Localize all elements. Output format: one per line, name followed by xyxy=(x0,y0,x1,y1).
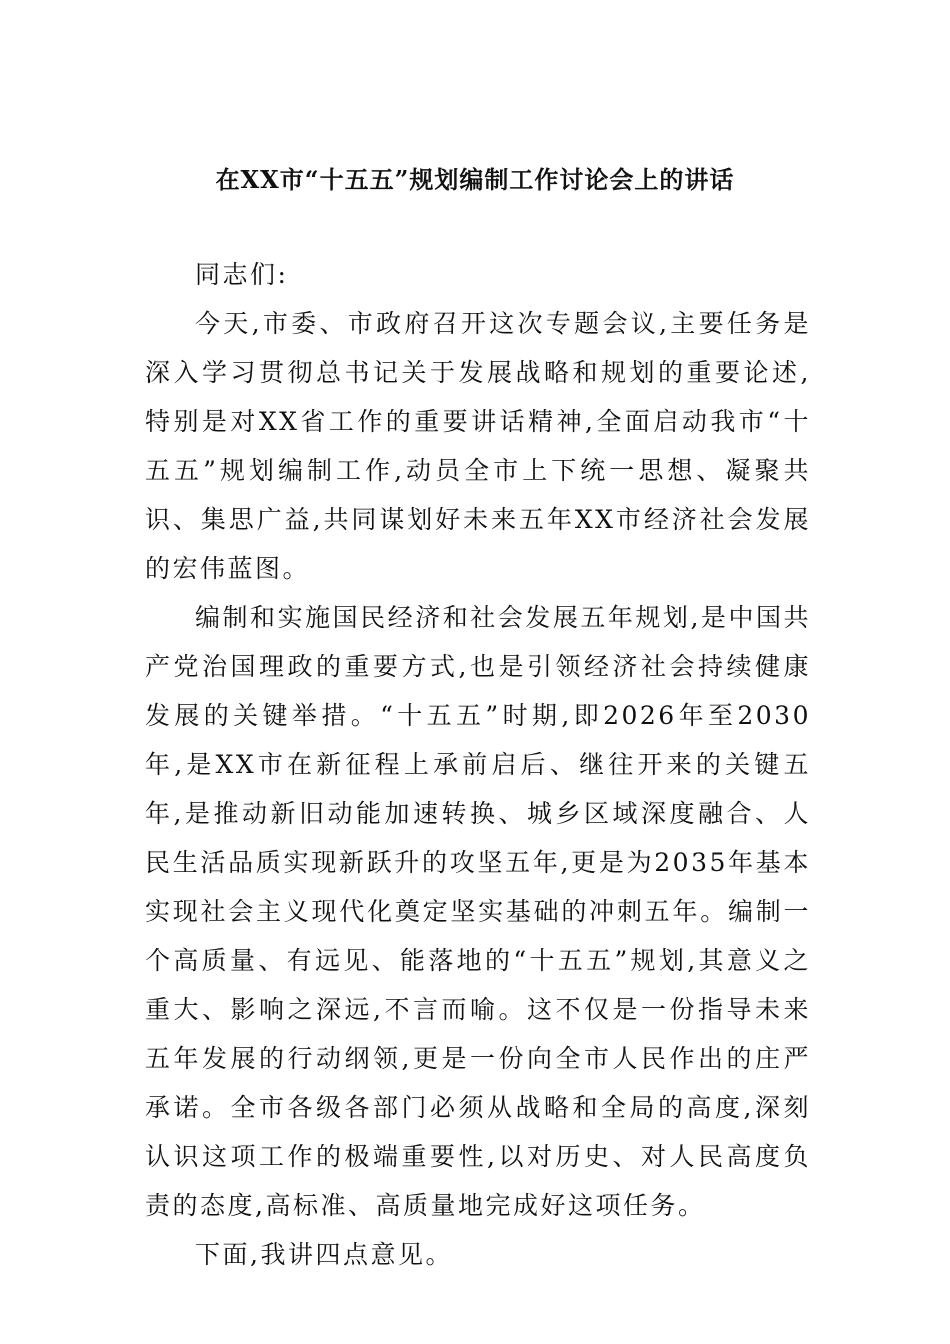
document-title: 在XX市“十五五”规划编制工作讨论会上的讲话 xyxy=(215,165,735,194)
paragraph-opening: 今天,市委、市政府召开这次专题会议,主要任务是深入学习贯彻总书记关于发展战略和规划的重要论述,特别是对XX省工作的重要讲话精神,全面启动我市“十五五”规划编制工作,动员全市上下统一思想、凝聚共识、集思广益,共同谋划好未来五年XX市经济社会发展的宏伟蓝图。 xyxy=(145,309,811,583)
paragraph-significance: 编制和实施国民经济和社会发展五年规划,是中国共产党治国理政的重要方式,也是引领经济社会持续健康发展的关键举措。“十五五”时期,即2026年至2030年,是XX市在新征程上承前启后、继往开来的关键五年,是推动新旧动能加速转换、城乡区域深度融合、人民生活品质实现新跃升的攻坚五年,更是为2035年基本实现社会主义现代化奠定坚实基础的冲刺五年。编制一个高质量、有远见、能落地的“十五五”规划,其意义之重大、影响之深远,不言而喻。这不仅是一份指导未来五年发展的行动纲领,更是一份向全市人民作出的庄严承诺。全市各级各部门必须从战略和全局的高度,深刻认识这项工作的极端重要性,以对历史、对人民高度负责的态度,高标准、高质量地完成好这项任务。 xyxy=(145,603,811,1220)
paragraph-transition: 下面,我讲四点意见。 xyxy=(195,1240,453,1269)
salutation: 同志们: xyxy=(195,260,289,289)
document-body xyxy=(145,222,811,1279)
